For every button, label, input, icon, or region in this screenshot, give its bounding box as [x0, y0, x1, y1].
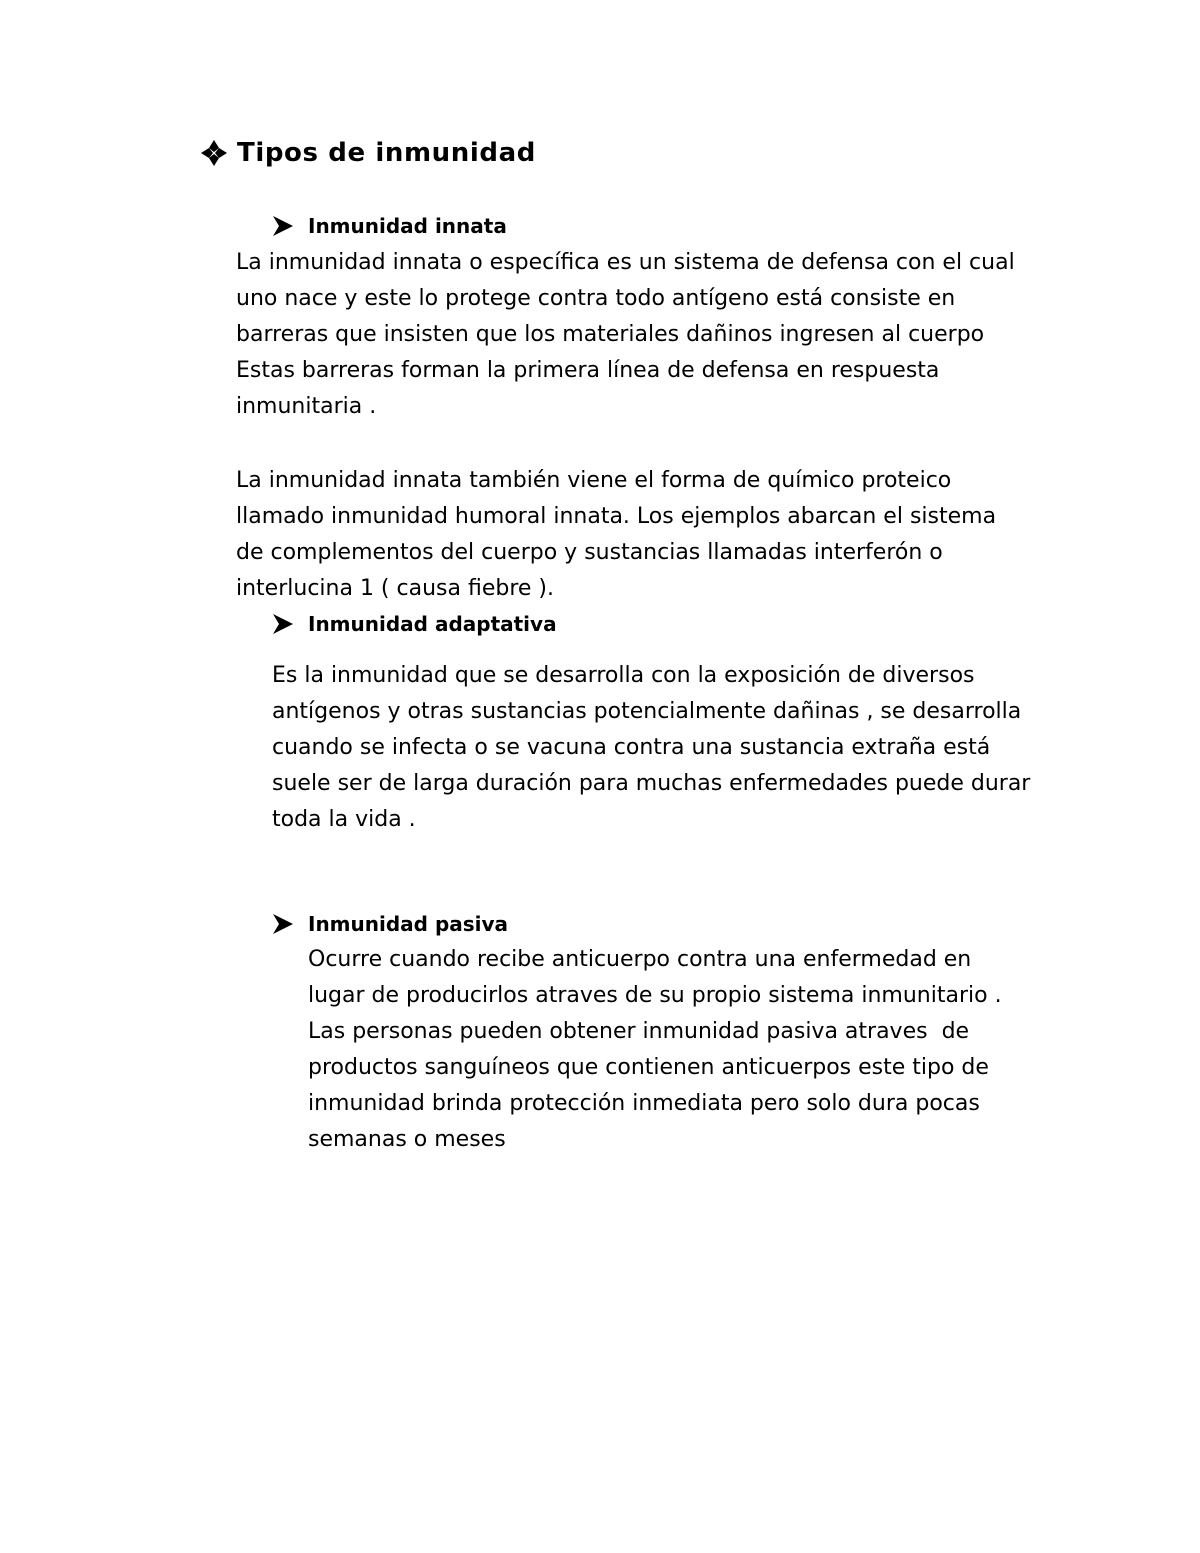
text-line: interlucina 1 ( causa fiebre ).	[236, 576, 554, 601]
subheading-adaptativa-text: Inmunidad adaptativa	[308, 612, 557, 636]
subheading-innata	[272, 214, 507, 238]
text-line: suele ser de larga duración para muchas enfermedades puede durar	[272, 771, 1031, 796]
text-line: productos sanguíneos que contienen anticuerpos este tipo de	[308, 1055, 989, 1080]
subheading-adaptativa	[272, 612, 557, 636]
text-line: Es la inmunidad que se desarrolla con la exposición de diversos	[272, 663, 975, 688]
subheading-pasiva-text: Inmunidad pasiva	[308, 912, 509, 936]
heading-text: Tipos de inmunidad	[237, 138, 536, 168]
diamond-bullet-icon	[200, 139, 228, 167]
text-line: La inmunidad innata también viene el forma de químico proteico	[236, 468, 952, 493]
arrowhead-bullet-icon	[272, 215, 294, 237]
innata-paragraph-1	[236, 245, 1015, 425]
text-line: inmunitaria .	[236, 394, 377, 419]
text-line: toda la vida .	[272, 807, 416, 832]
text-line: Las personas pueden obtener inmunidad pasiva atraves de	[308, 1019, 970, 1044]
text-line: semanas o meses	[308, 1127, 506, 1152]
text-line: inmunidad brinda protección inmediata pero solo dura pocas	[308, 1091, 980, 1116]
text-line: antígenos y otras sustancias potencialmente dañinas , se desarrolla	[272, 699, 1022, 724]
adaptativa-paragraph	[272, 658, 1030, 838]
text-line: La inmunidad innata o específica es un sistema de defensa con el cual	[236, 250, 1015, 275]
text-line: uno nace y este lo protege contra todo antígeno está consiste en	[236, 286, 956, 311]
subheading-innata-text: Inmunidad innata	[308, 214, 507, 238]
text-line: Estas barreras forman la primera línea de defensa en respuesta	[236, 358, 940, 383]
text-line: Ocurre cuando recibe anticuerpo contra una enfermedad en	[308, 947, 972, 972]
arrowhead-bullet-icon	[272, 613, 294, 635]
arrowhead-bullet-icon	[272, 913, 294, 935]
innata-paragraph-2	[236, 463, 996, 607]
pasiva-paragraph	[308, 942, 1002, 1158]
text-line: llamado inmunidad humoral innata. Los ejemplos abarcan el sistema	[236, 504, 997, 529]
text-line: lugar de producirlos atraves de su propio sistema inmunitario .	[308, 983, 1002, 1008]
subheading-pasiva	[272, 912, 508, 936]
text-line: barreras que insisten que los materiales dañinos ingresen al cuerpo	[236, 322, 985, 347]
section-heading	[200, 138, 536, 168]
text-line: de complementos del cuerpo y sustancias llamadas interferón o	[236, 540, 943, 565]
text-line: cuando se infecta o se vacuna contra una sustancia extraña está	[272, 735, 991, 760]
